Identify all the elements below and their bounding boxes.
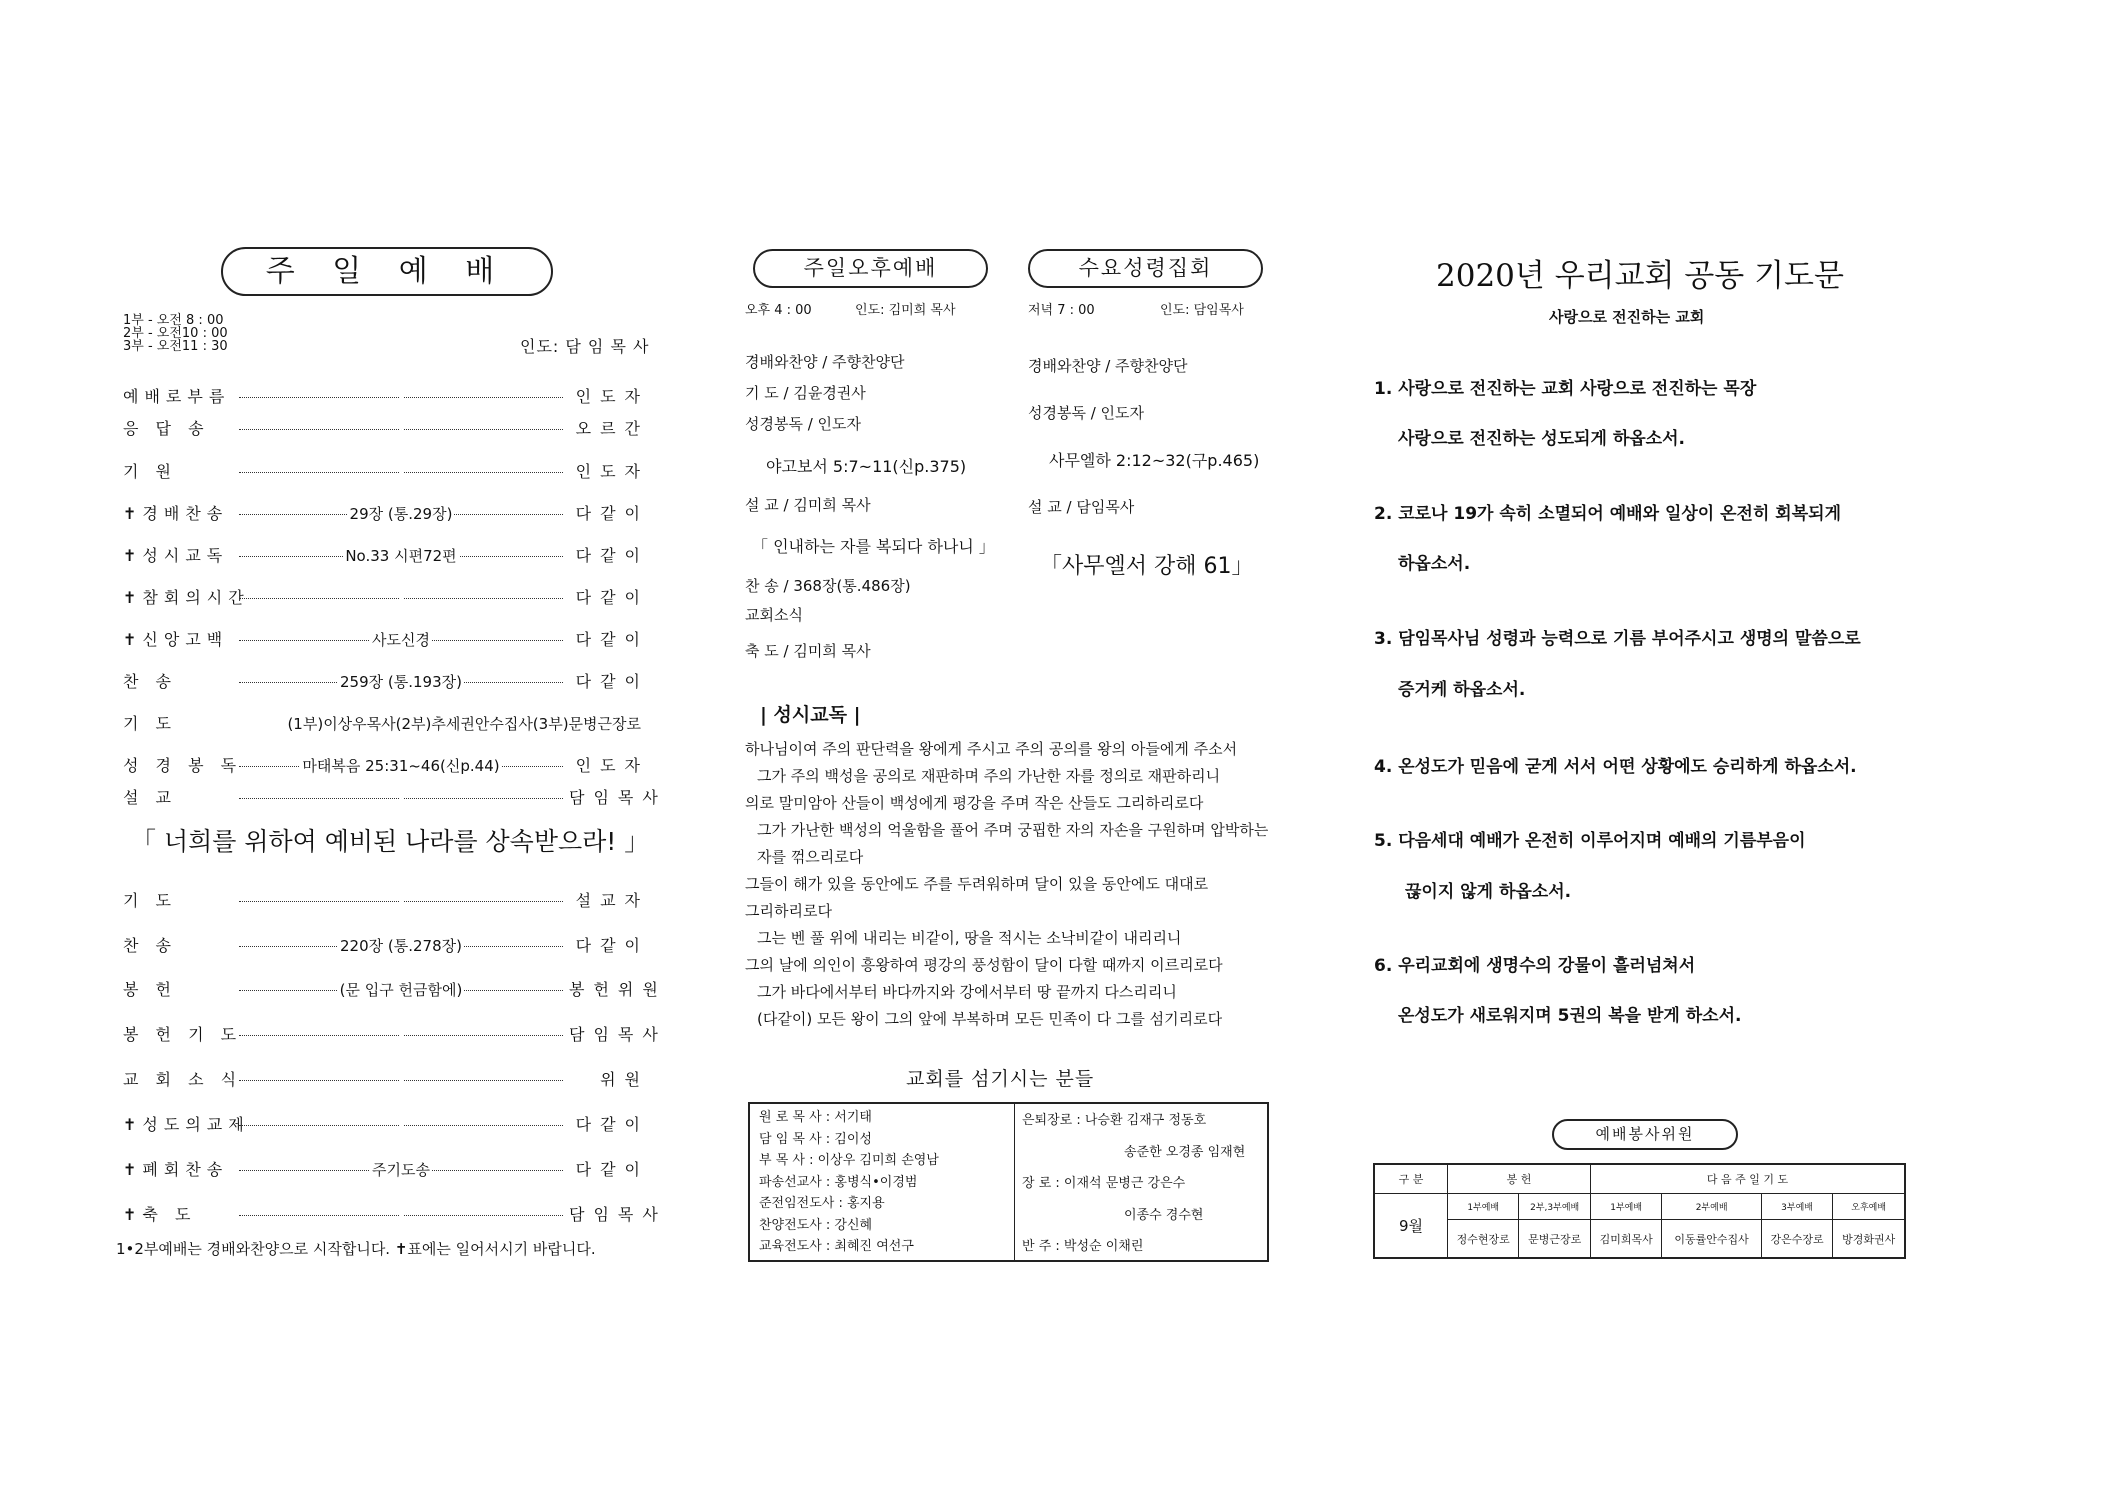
sub-header: 1부예배 (1448, 1193, 1519, 1220)
worship-item-label: 설 교 (123, 787, 177, 807)
prayer-title: 2020년 우리교회 공동 기도문 (1436, 258, 1844, 294)
month-cell: 9월 (1374, 1193, 1448, 1258)
worship-item-detail: 259장 (통.193장) (340, 672, 462, 691)
wednesday-line: 성경봉독 / 인도자 (1028, 404, 1145, 422)
wednesday-line: 경배와찬양 / 주향찬양단 (1028, 357, 1188, 375)
worship-item (123, 752, 649, 776)
leader-label: 인도: 담 임 목 사 (520, 337, 650, 356)
worship-item-label: 기 원 (123, 461, 177, 481)
staff-member-line: 찬양전도사 : 강신혜 (759, 1217, 873, 1233)
worship-item-label: ✝축 도 (123, 1204, 197, 1224)
service-table (1373, 1163, 1906, 1259)
worship-item-label: ✝참회의시간 (123, 587, 250, 607)
wednesday-worship-title: 수요성령집회 (1028, 249, 1263, 288)
prayer-line: 하옵소서. (1398, 554, 1471, 574)
worship-item-detail (399, 462, 403, 480)
wednesday-time: 저녁 7 : 00 (1028, 303, 1095, 318)
afternoon-line: 경배와찬양 / 주향찬양단 (745, 353, 905, 371)
afternoon-line: 성경봉독 / 인도자 (745, 415, 862, 433)
worship-item (123, 458, 649, 482)
responsive-reading-line: 그가 바다에서부터 바다까지와 강에서부터 땅 끝까지 다스리리니 (757, 983, 1177, 1001)
responsive-reading-title: | 성시교독 | (760, 704, 861, 726)
worship-item-leader: 다같이 (575, 1159, 649, 1179)
responsive-reading-line: 그의 날에 의인이 흥왕하여 평강의 풍성함이 달이 다할 때까지 이르리로다 (745, 956, 1223, 974)
time-2: 2부 - 오전10 : 00 (123, 326, 228, 341)
left-footer: 1•2부예배는 경배와찬양으로 시작합니다. ✝표에는 일어서시기 바랍니다. (116, 1240, 596, 1258)
dotted-leader (239, 546, 563, 565)
dotted-leader (239, 672, 563, 691)
staff-title: 교회를 섬기시는 분들 (906, 1068, 1095, 1090)
dotted-leader (239, 936, 563, 955)
prayer-line: 4. 온성도가 믿음에 굳게 서서 어떤 상황에도 승리하게 하옵소서. (1374, 757, 1857, 777)
worship-item-leader: 담임목사 (569, 1204, 667, 1224)
worship-item-detail: 마태복음 25:31~46(신p.44) (302, 756, 500, 775)
time-1: 1부 - 오전 8 : 00 (123, 313, 224, 328)
worship-item-label: 응 답 송 (123, 418, 210, 438)
afternoon-time: 오후 4 : 00 (745, 303, 812, 318)
afternoon-sermon: 「 인내하는 자를 복되다 하나니 」 (752, 537, 995, 556)
worship-item-leader: 다같이 (575, 629, 649, 649)
responsive-reading-line: (다같이) 모든 왕이 그의 앞에 부복하며 모든 민족이 다 그를 섬기리로다 (757, 1010, 1223, 1028)
worship-item-detail: (1부)이상우목사(2부)추세권안수집사(3부)문병근장로 (287, 715, 641, 733)
worship-item-detail (399, 588, 403, 606)
sub-header: 3부예배 (1761, 1193, 1832, 1220)
dotted-leader (239, 397, 563, 398)
worship-item-label: 찬 송 (123, 671, 177, 691)
prayer-line: 6. 우리교회에 생명수의 강물이 흘러넘쳐서 (1374, 956, 1696, 976)
worship-item-detail: (문 입구 헌금함에) (339, 980, 463, 999)
staff-member-line: 부 목 사 : 이상우 김미희 손영남 (759, 1153, 939, 1168)
worship-item-leader: 설교자 (575, 890, 649, 910)
worship-item-detail: 220장 (통.278장) (340, 936, 462, 955)
sub-header: 오후예배 (1833, 1193, 1905, 1220)
sermon-title: 「 너희를 위하여 예비된 나라를 상속받으라! 」 (131, 827, 650, 856)
worship-item-detail (399, 891, 403, 909)
dotted-leader (239, 630, 563, 649)
responsive-reading-line: 의로 말미암아 산들이 백성에게 평강을 주며 작은 산들도 그리하리로다 (745, 794, 1204, 812)
worship-item-leader: 봉헌위원 (569, 979, 667, 999)
worship-item-leader: 다같이 (575, 545, 649, 565)
wednesday-line: 설 교 / 담임목사 (1028, 498, 1135, 516)
afternoon-line: 교회소식 (745, 606, 803, 624)
staff-member-line: 은퇴장로 : 나승환 김재구 정동호 (1022, 1113, 1207, 1128)
responsive-reading-line: 하나님이여 주의 판단력을 왕에게 주시고 주의 공의를 왕의 아들에게 주소서 (745, 740, 1238, 758)
worship-item-leader: 오르간 (575, 418, 649, 438)
name-cell: 방경화권사 (1833, 1220, 1905, 1258)
name-cell: 이동률안수집사 (1662, 1220, 1762, 1258)
worship-item (123, 1021, 667, 1045)
dotted-leader (239, 1080, 563, 1081)
sub-header: 2부예배 (1662, 1193, 1762, 1220)
prayer-line: 2. 코로나 19가 속히 소멸되어 예배와 일상이 온전히 회복되게 (1374, 504, 1841, 524)
worship-item-label: 기 도 (123, 713, 177, 733)
worship-item (123, 1111, 649, 1135)
responsive-reading-line: 자를 꺾으리로다 (757, 848, 864, 866)
name-cell: 김미희목사 (1590, 1220, 1661, 1258)
afternoon-line: 찬 송 / 368장(통.486장) (745, 577, 911, 595)
worship-item-label: 봉 헌 기 도 (123, 1024, 243, 1044)
worship-item-detail (399, 1115, 403, 1133)
worship-item-label: 예배로부름 (123, 386, 231, 406)
worship-item-detail (399, 387, 403, 405)
dotted-leader (239, 901, 563, 902)
service-committee-title: 예배봉사위원 (1552, 1119, 1738, 1150)
prayer-line: 5. 다음세대 예배가 온전히 이루어지며 예배의 기름부음이 (1374, 831, 1806, 851)
worship-item (123, 542, 649, 566)
worship-item (123, 415, 649, 439)
wednesday-leader: 인도: 담임목사 (1160, 303, 1244, 318)
worship-item (123, 1201, 667, 1225)
staff-member-line: 파송선교사 : 홍병식•이경범 (759, 1174, 918, 1190)
worship-item (123, 668, 649, 692)
header-offering: 봉 헌 (1448, 1164, 1591, 1193)
staff-divider (1014, 1104, 1015, 1260)
staff-member-line: 원 로 목 사 : 서기태 (759, 1110, 872, 1125)
wednesday-scripture: 사무엘하 2:12~32(구p.465) (1049, 451, 1260, 470)
worship-item-detail: 사도신경 (372, 630, 430, 649)
staff-member-line: 준전임전도사 : 홍지용 (759, 1196, 885, 1211)
worship-item-leader: 인도자 (575, 461, 649, 481)
worship-item-label: ✝경배찬송 (123, 503, 229, 523)
prayer-line: 끊이지 않게 하옵소서. (1405, 882, 1572, 902)
worship-item (123, 500, 649, 524)
worship-item (123, 584, 649, 608)
staff-member-line: 교육전도사 : 최혜진 여선구 (759, 1239, 914, 1254)
prayer-line: 3. 담임목사님 성령과 능력으로 기름 부어주시고 생명의 말씀으로 (1374, 629, 1861, 649)
dotted-leader (239, 1160, 563, 1179)
worship-item-label: 성 경 봉 독 (123, 755, 243, 775)
worship-item-label: 찬 송 (123, 935, 177, 955)
prayer-line: 온성도가 새로워지며 5권의 복을 받게 하소서. (1398, 1006, 1742, 1026)
name-cell: 정수현장로 (1448, 1220, 1519, 1258)
worship-item-detail: 주기도송 (372, 1160, 430, 1179)
worship-item (123, 976, 667, 1000)
worship-item (123, 887, 649, 911)
afternoon-scripture: 야고보서 5:7~11(신p.375) (766, 457, 967, 476)
worship-item (123, 710, 649, 734)
worship-item-detail (399, 1025, 403, 1043)
responsive-reading-line: 그는 벤 풀 위에 내리는 비같이, 땅을 적시는 소낙비같이 내리리니 (757, 929, 1182, 947)
worship-item-label: 기 도 (123, 890, 177, 910)
worship-item-leader: 인도자 (575, 386, 649, 406)
worship-item (123, 383, 649, 407)
dotted-leader (239, 472, 563, 473)
dotted-leader (239, 429, 563, 430)
afternoon-leader: 인도: 김미희 목사 (855, 303, 956, 318)
worship-item-label: ✝성도의교제 (123, 1114, 250, 1134)
staff-member-line: 송준한 오경종 임재현 (1124, 1144, 1246, 1160)
wednesday-sermon: 「사무엘서 강해 61」 (1040, 554, 1254, 579)
header-next-prayer: 다 음 주 일 기 도 (1590, 1164, 1905, 1193)
afternoon-worship-title: 주일오후예배 (753, 249, 988, 288)
worship-item-detail (399, 1070, 403, 1088)
header-gubun: 구 분 (1374, 1164, 1448, 1193)
worship-item-label: ✝성시교독 (123, 545, 229, 565)
afternoon-line: 축 도 / 김미희 목사 (745, 642, 871, 660)
worship-item-detail: 29장 (통.29장) (349, 504, 453, 523)
prayer-line: 증거케 하옵소서. (1398, 680, 1526, 700)
worship-item-label: 봉 헌 (123, 979, 177, 999)
sub-header: 2부,3부예배 (1519, 1193, 1590, 1220)
dotted-leader (239, 598, 563, 599)
worship-item-detail: No.33 시편72편 (345, 546, 457, 565)
worship-item-leader: 다같이 (575, 935, 649, 955)
worship-item (123, 626, 649, 650)
worship-item-detail (399, 419, 403, 437)
worship-item-detail (399, 1205, 403, 1223)
staff-member-line: 이종수 경수현 (1124, 1207, 1204, 1223)
worship-item-leader: 위원 (600, 1069, 649, 1089)
worship-item-label: ✝신앙고백 (123, 629, 229, 649)
worship-item-leader: 다같이 (575, 587, 649, 607)
worship-item-leader: 다같이 (575, 671, 649, 691)
worship-item-leader: 인도자 (575, 755, 649, 775)
dotted-leader (239, 756, 563, 775)
worship-item-leader: 다같이 (575, 1114, 649, 1134)
worship-item-leader: 다같이 (575, 503, 649, 523)
sub-header: 1부예배 (1590, 1193, 1661, 1220)
worship-item-label: 교 회 소 식 (123, 1069, 243, 1089)
responsive-reading-line: 그가 가난한 백성의 억울함을 풀어 주며 궁핍한 자의 자손을 구원하며 압박하는 (757, 821, 1269, 839)
name-cell: 강은수장로 (1761, 1220, 1832, 1258)
worship-item-leader: 담임목사 (569, 787, 667, 807)
afternoon-line: 설 교 / 김미희 목사 (745, 496, 871, 514)
sunday-worship-title: 주 일 예 배 (221, 247, 553, 296)
responsive-reading-line: 그가 주의 백성을 공의로 재판하며 주의 가난한 자를 정의로 재판하리니 (757, 767, 1221, 785)
staff-member-line: 반 주 : 박성순 이채린 (1022, 1239, 1144, 1254)
dotted-leader (239, 980, 563, 999)
prayer-line: 1. 사랑으로 전진하는 교회 사랑으로 전진하는 목장 (1374, 379, 1757, 399)
afternoon-line: 기 도 / 김윤경권사 (745, 384, 866, 402)
name-cell: 문병근장로 (1519, 1220, 1590, 1258)
service-times (123, 314, 228, 353)
staff-member-line: 장 로 : 이재석 문병근 강은수 (1022, 1176, 1186, 1191)
dotted-leader (239, 1125, 563, 1126)
worship-item-detail (399, 788, 403, 806)
worship-item-leader: 담임목사 (569, 1024, 667, 1044)
dotted-leader (239, 1215, 563, 1216)
worship-item (123, 1066, 649, 1090)
worship-item (123, 1156, 649, 1180)
responsive-reading-line: 그리하리로다 (745, 902, 832, 920)
prayer-line: 사랑으로 전진하는 성도되게 하옵소서. (1398, 429, 1685, 449)
worship-item (123, 784, 667, 808)
responsive-reading-line: 그들이 해가 있을 동안에도 주를 두려워하며 달이 있을 동안에도 대대로 (745, 875, 1209, 893)
staff-member-line: 담 임 목 사 : 김이성 (759, 1131, 872, 1147)
worship-item-label: ✝폐회찬송 (123, 1159, 229, 1179)
worship-item (123, 932, 649, 956)
dotted-leader (239, 1035, 563, 1036)
dotted-leader (239, 504, 563, 523)
prayer-subtitle: 사랑으로 전진하는 교회 (1549, 308, 1705, 326)
time-3: 3부 - 오전11 : 30 (123, 339, 228, 354)
dotted-leader (239, 798, 563, 799)
